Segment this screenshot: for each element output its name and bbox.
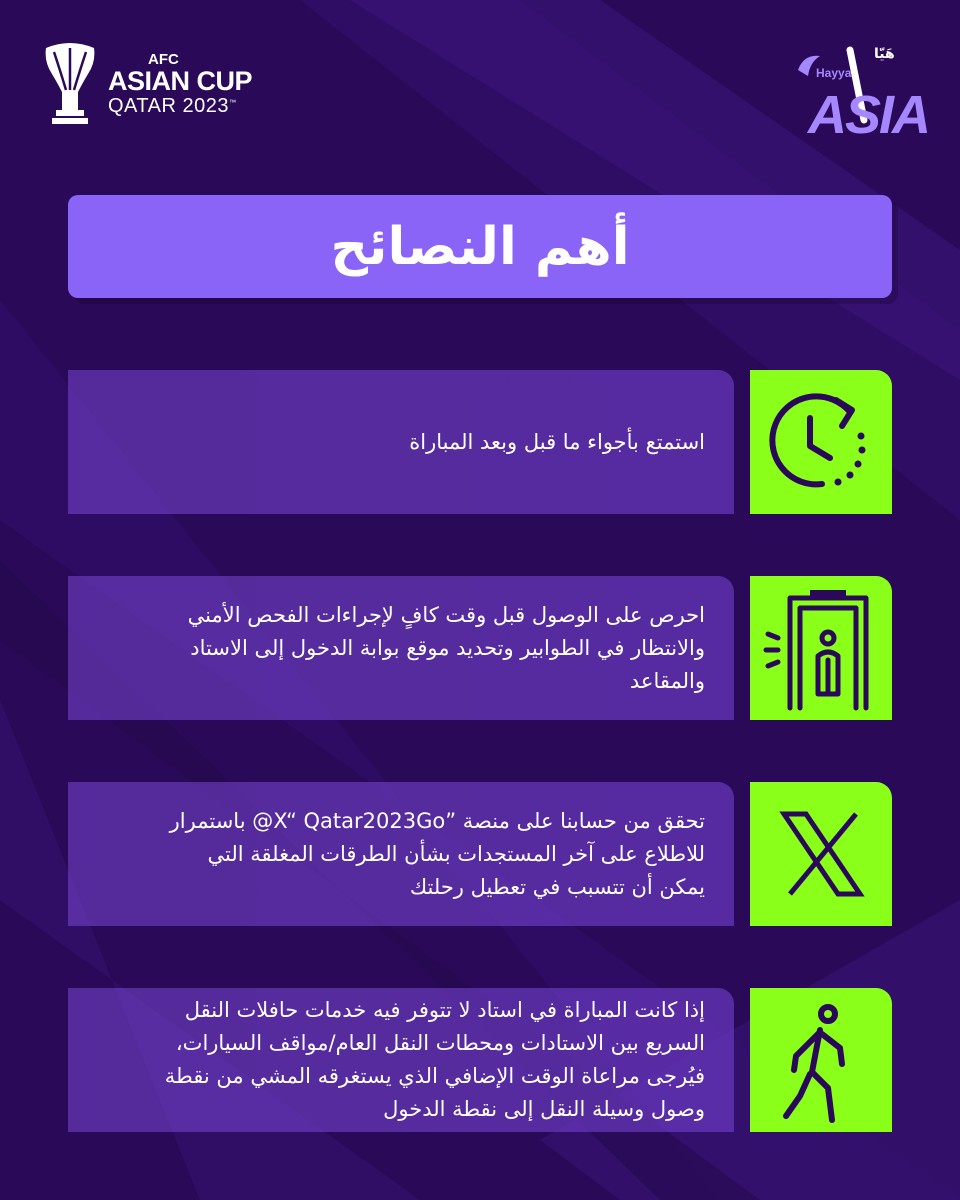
walking-person-icon bbox=[750, 988, 892, 1132]
tip-text bbox=[163, 370, 705, 514]
asian-cup-label: ASIAN CUP bbox=[108, 66, 253, 96]
hayya-latin-label: Hayya bbox=[816, 66, 852, 80]
x-logo-icon bbox=[750, 782, 892, 926]
tip-text-content: احرص على الوصول قبل وقت كافٍ لإجراءات الفحص الأمني والانتظار في الطوابير وتحديد موقع بوابة الدخول إلى الاستاد والمقاعد bbox=[187, 602, 705, 693]
afc-label: AFC bbox=[148, 51, 179, 68]
tip-item-enjoy-atmosphere bbox=[68, 370, 892, 514]
tip-text bbox=[163, 576, 705, 720]
tip-text-content: تحقق من حسابنا على منصة ”X“ Qatar2023Go@ باستمرار للاطلاع على آخر المستجدات بشأن الطرقات المغلقة التي يمكن أن تتسبب في تعطيل رحلتك bbox=[169, 808, 705, 899]
tip-item-walking-time bbox=[68, 988, 892, 1132]
tip-item-arrive-early bbox=[68, 576, 892, 720]
asia-label: ASIA bbox=[808, 85, 930, 145]
hayya-arabic-label: هَيّا bbox=[874, 46, 895, 62]
tip-text bbox=[163, 782, 705, 926]
trademark-label: ™ bbox=[228, 99, 237, 107]
tip-text bbox=[163, 988, 705, 1132]
hayya-asia-logo bbox=[790, 40, 930, 145]
clock-rotate-icon bbox=[750, 370, 892, 514]
security-gate-icon bbox=[750, 576, 892, 720]
tip-icon-box bbox=[750, 576, 892, 720]
title-banner bbox=[68, 195, 892, 298]
tip-icon-box bbox=[750, 782, 892, 926]
trophy-icon bbox=[40, 40, 100, 130]
afc-asian-cup-logo bbox=[40, 40, 280, 140]
page-title: أهم النصائح bbox=[330, 216, 630, 277]
tip-text-content: استمتع بأجواء ما قبل وبعد المباراة bbox=[409, 429, 705, 454]
tip-icon-box bbox=[750, 988, 892, 1132]
tip-icon-box bbox=[750, 370, 892, 514]
tip-text-content: إذا كانت المباراة في استاد لا تتوفر فيه خدمات حافلات النقل السريع بين الاستادات ومحطات النقل العام/مواقف السيارات، فيُرجى مراعاة الوقت الإضافي الذي يستغرقه المشي من نقطة وصول وسيلة النقل إلى نقطة الدخول bbox=[164, 998, 705, 1121]
qatar-2023-label: QATAR 2023 bbox=[108, 95, 229, 117]
tip-item-follow-x-account bbox=[68, 782, 892, 926]
